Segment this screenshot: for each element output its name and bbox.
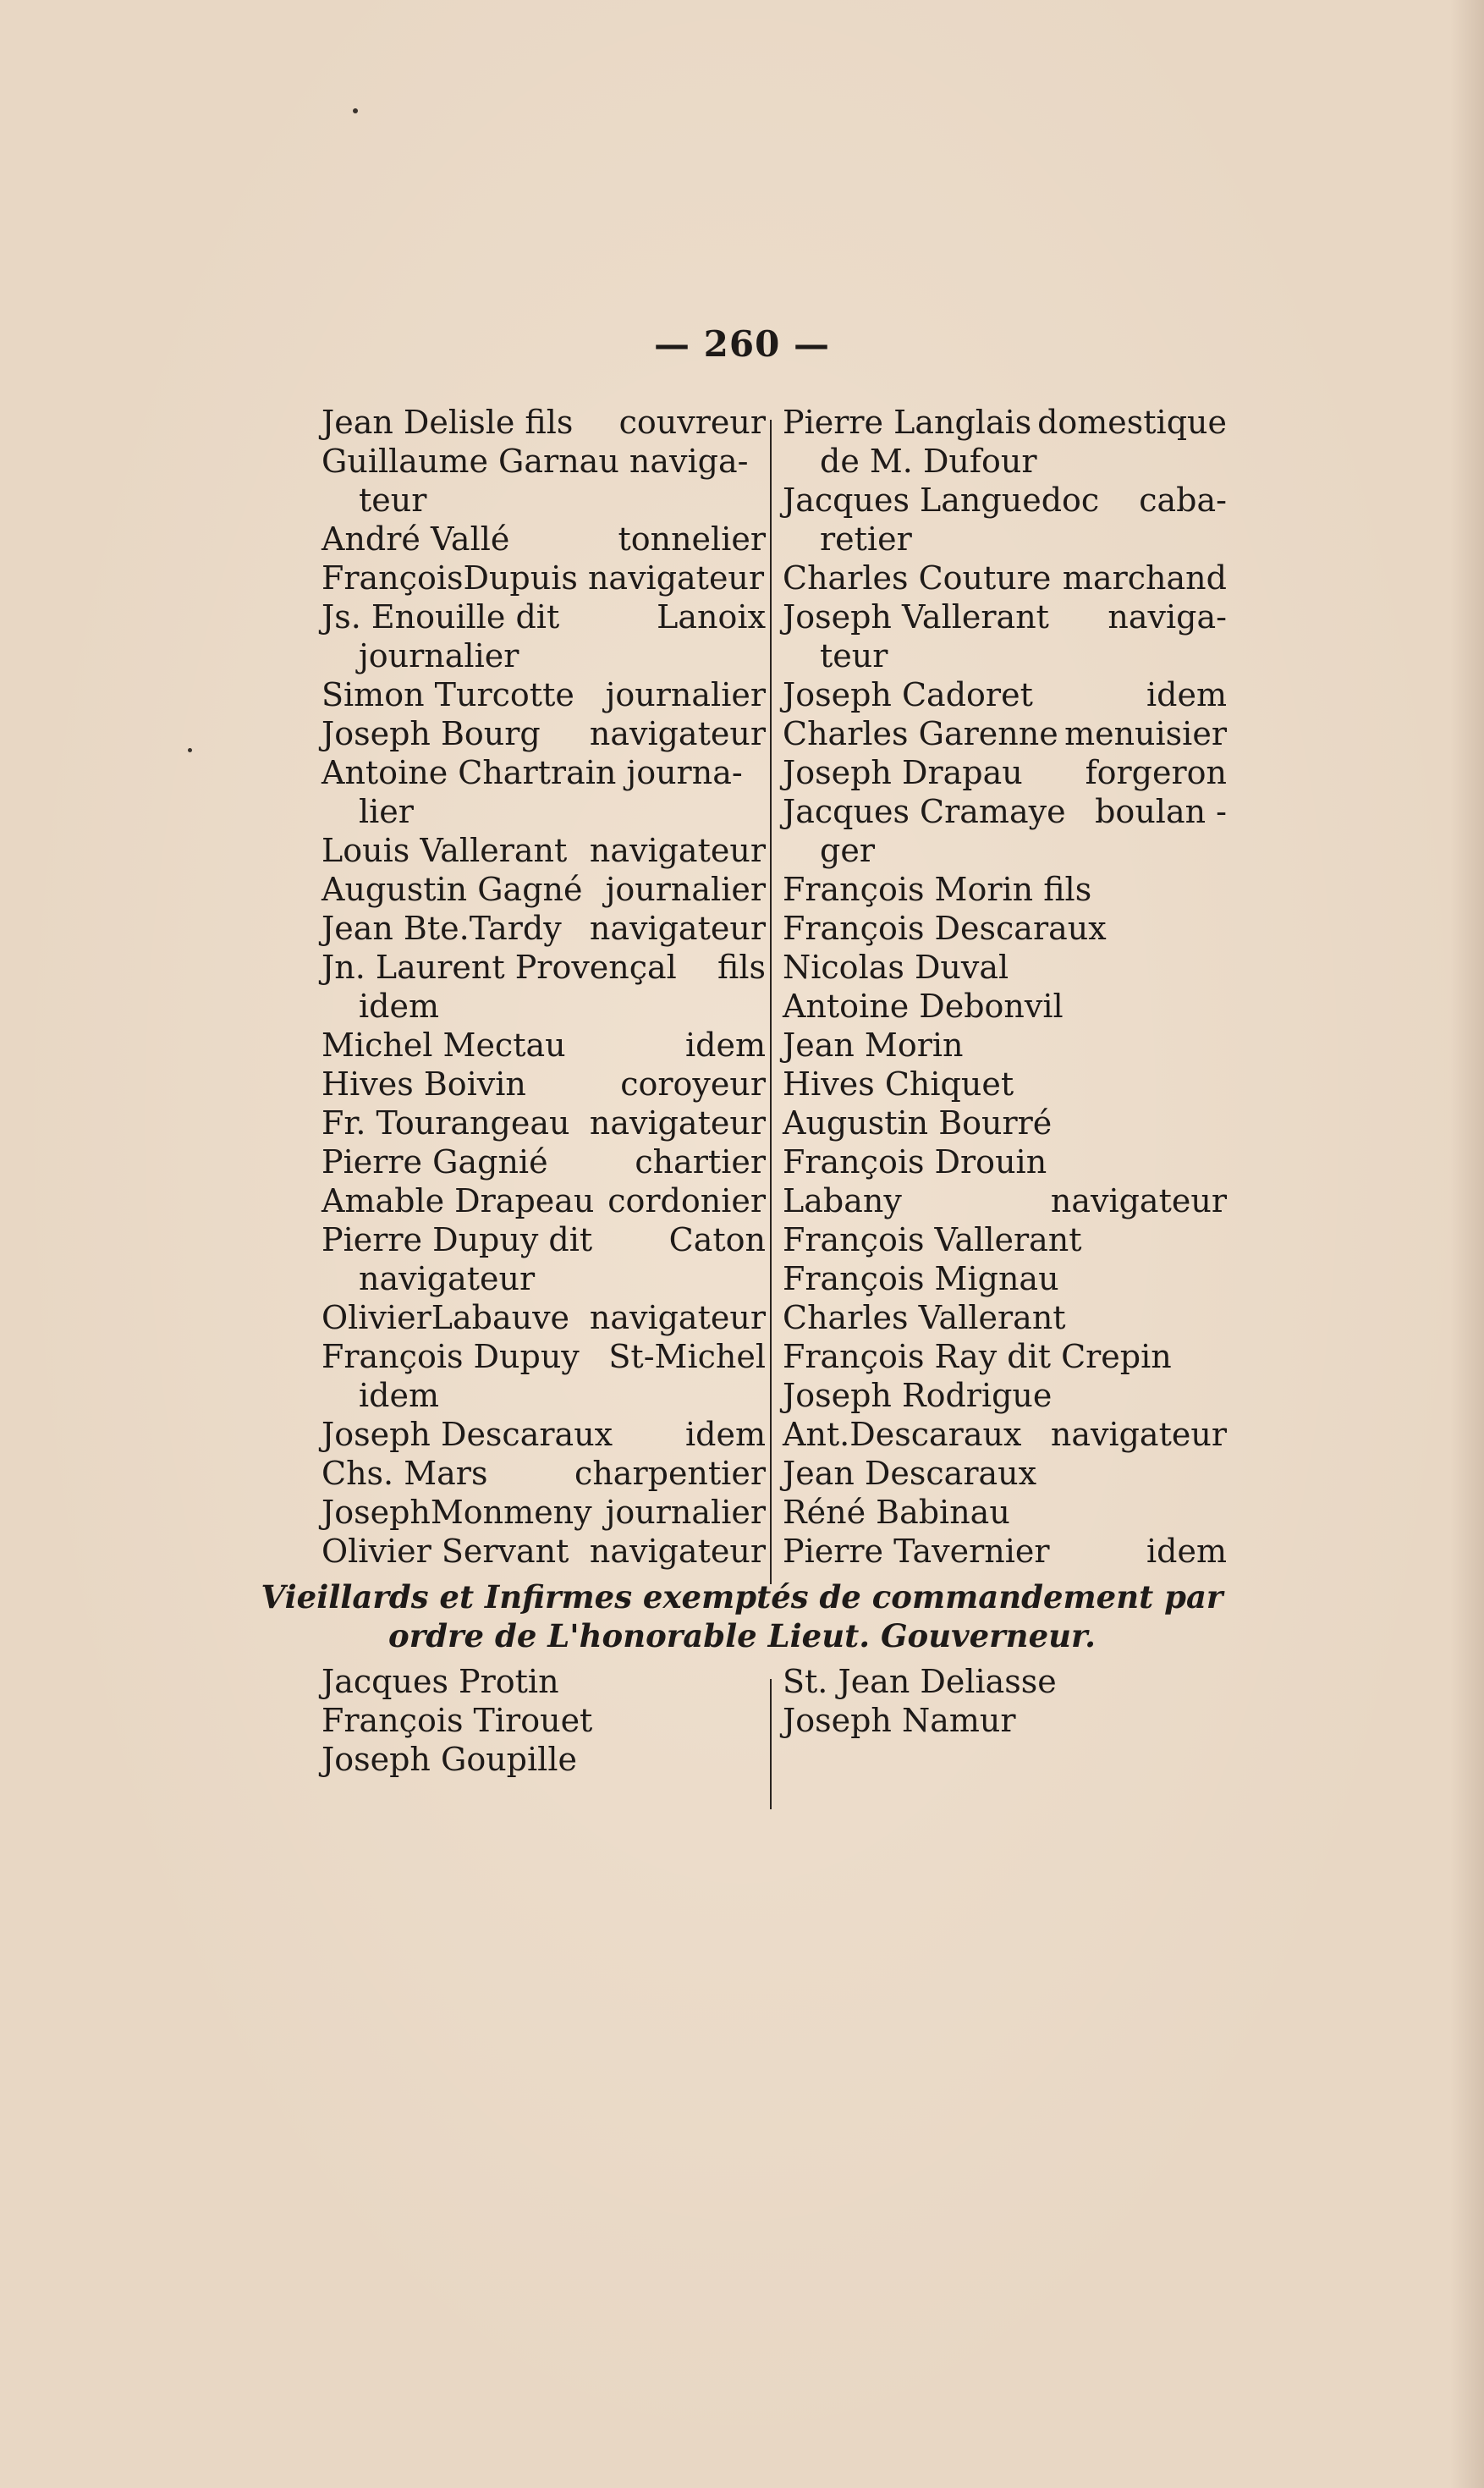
list-entry (783, 792, 1227, 831)
list-entry (783, 753, 1227, 792)
entry-name: François Dupuy (322, 1338, 580, 1375)
list-entry: de M. Dufour (820, 443, 1037, 480)
list-entry: Joseph Namur (783, 1702, 1016, 1739)
entry-occupation: tonnelier (618, 520, 766, 558)
entry-name: Amable Drapeau (322, 1182, 595, 1219)
list-entry (322, 870, 766, 909)
entry-occupation: navigateur (1050, 1182, 1227, 1219)
list-entry (783, 559, 1227, 597)
entry-occupation: cordonier (607, 1182, 766, 1219)
entry-name: André Vallé (322, 520, 510, 558)
entry-occupation: St-Michel (608, 1338, 766, 1375)
entry-name: Jn. Laurent Provençal (322, 949, 677, 986)
list-entry (322, 909, 766, 948)
list-entry (322, 1415, 766, 1454)
entry-name: Louis Vallerant (322, 832, 568, 869)
entry-occupation: idem (1146, 676, 1227, 713)
entry-name: Ant.Descaraux (783, 1416, 1022, 1453)
entry-occupation: journalier (605, 871, 766, 908)
entry-occupation: chartier (635, 1143, 766, 1181)
list-entry (322, 675, 766, 714)
list-entry (322, 1104, 766, 1142)
entry-occupation: charpentier (574, 1455, 766, 1492)
list-entry: François Vallerant (783, 1221, 1082, 1258)
list-entry (783, 714, 1227, 753)
entry-occupation: couvreur (618, 404, 766, 441)
exempted-column-divider (770, 1679, 772, 1809)
paper-speck (353, 108, 358, 113)
entry-name: Augustin Gagné (322, 871, 583, 908)
list-entry (783, 597, 1227, 636)
entry-occupation: navigateur (589, 1299, 766, 1336)
list-entry (322, 1065, 766, 1104)
section-heading-line1: Vieillards et Infirmes exemptés de commandement par (261, 1578, 1223, 1616)
entry-name: Hives Boivin (322, 1065, 526, 1103)
list-entry (322, 831, 766, 870)
list-entry: Nicolas Duval (783, 949, 1009, 986)
entry-occupation: boulan - (1095, 793, 1227, 830)
list-entry: Jean Morin (783, 1027, 964, 1064)
list-entry (322, 948, 766, 987)
entry-name: Charles Couture (783, 559, 1052, 597)
list-entry: ger (820, 832, 875, 869)
list-entry: Antoine Chartrain journa- (322, 754, 743, 791)
list-entry (322, 1298, 766, 1337)
list-entry: François Descaraux (783, 910, 1107, 947)
column-divider (770, 420, 772, 1584)
entry-name: Jean Bte.Tardy (322, 910, 562, 947)
exempted-right-column (783, 1662, 1227, 1740)
entry-occupation: navigateur (589, 832, 766, 869)
list-entry: François Mignau (783, 1260, 1059, 1297)
list-entry (322, 1181, 766, 1220)
entry-occupation: navigateur (1050, 1416, 1227, 1453)
entry-name: JosephMonmeny (322, 1494, 592, 1531)
entry-name: Chs. Mars (322, 1455, 488, 1492)
list-entry (322, 520, 766, 559)
entry-occupation: idem (1146, 1533, 1227, 1570)
entry-name: Olivier Servant (322, 1533, 569, 1570)
entry-name: Pierre Gagnié (322, 1143, 548, 1181)
entry-name: Joseph Drapau (783, 754, 1023, 791)
right-column (783, 403, 1227, 1571)
list-entry: Jean Descaraux (783, 1455, 1037, 1492)
list-entry (322, 1026, 766, 1065)
entry-occupation: idem (685, 1027, 766, 1064)
list-entry (322, 1493, 766, 1532)
list-entry (783, 1532, 1227, 1571)
entry-occupation: journalier (605, 1494, 766, 1531)
entry-name: Michel Mectau (322, 1027, 566, 1064)
section-heading (0, 1577, 1484, 1655)
list-entry: navigateur (359, 1260, 536, 1297)
entry-occupation: naviga- (1108, 598, 1227, 636)
list-entry: Antoine Debonvil (783, 988, 1064, 1025)
exempted-left-column (322, 1662, 766, 1779)
list-entry: FrançoisDupuis navigateur (322, 559, 765, 597)
page-number: — 260 — (654, 323, 830, 365)
entry-occupation: navigateur (589, 910, 766, 947)
list-entry: Joseph Goupille (322, 1741, 577, 1778)
list-entry: idem (359, 1377, 439, 1414)
list-entry: retier (820, 520, 912, 558)
list-entry: François Ray dit Crepin (783, 1338, 1172, 1375)
entry-name: Charles Garenne (783, 715, 1058, 752)
list-entry (783, 1415, 1227, 1454)
list-entry: François Tirouet (322, 1702, 593, 1739)
entry-occupation: Lanoix (657, 598, 766, 636)
entry-name: Jean Delisle fils (322, 404, 574, 441)
list-entry (783, 481, 1227, 520)
entry-name: Joseph Cadoret (783, 676, 1033, 713)
entry-occupation: domestique (1037, 404, 1227, 441)
list-entry: Jacques Protin (322, 1663, 559, 1700)
left-column (322, 403, 766, 1571)
entry-occupation: fils (717, 949, 766, 986)
list-entry: idem (359, 988, 439, 1025)
list-entry (322, 1532, 766, 1571)
entry-name: Fr. Tourangeau (322, 1104, 570, 1142)
entry-occupation: forgeron (1085, 754, 1227, 791)
list-entry: St. Jean Deliasse (783, 1663, 1057, 1700)
list-entry (783, 1181, 1227, 1220)
list-entry: Joseph Rodrigue (783, 1377, 1053, 1414)
entry-occupation: navigateur (589, 1533, 766, 1570)
entry-occupation: menuisier (1064, 715, 1227, 752)
entry-name: Joseph Bourg (322, 715, 541, 752)
list-entry (322, 1220, 766, 1259)
entry-occupation: idem (685, 1416, 766, 1453)
entry-name: Labany (783, 1182, 902, 1219)
entry-name: Pierre Dupuy dit (322, 1221, 593, 1258)
entry-name: Js. Enouille dit (322, 598, 560, 636)
list-entry (322, 1337, 766, 1376)
entry-name: OlivierLabauve (322, 1299, 570, 1336)
list-entry: Guillaume Garnau naviga- (322, 443, 749, 480)
paper-speck (188, 748, 192, 752)
list-entry: teur (359, 482, 427, 519)
list-entry (783, 675, 1227, 714)
entry-name: Jacques Cramaye (783, 793, 1066, 830)
entry-occupation: Caton (668, 1221, 766, 1258)
entry-occupation: marchand (1062, 559, 1227, 597)
list-entry: teur (820, 637, 888, 674)
section-heading-line2: ordre de L'honorable Lieut. Gouverneur. (388, 1617, 1096, 1654)
list-entry (322, 597, 766, 636)
list-entry (322, 1142, 766, 1181)
entry-occupation: coroyeur (620, 1065, 766, 1103)
page-edge-shadow (1450, 0, 1484, 2488)
list-entry (322, 403, 766, 442)
entry-name: Pierre Tavernier (783, 1533, 1050, 1570)
entry-name: Simon Turcotte (322, 676, 574, 713)
list-entry: journalier (359, 637, 519, 674)
list-entry (322, 1454, 766, 1493)
list-entry (783, 403, 1227, 442)
list-entry: François Morin fils (783, 871, 1092, 908)
entry-occupation: navigateur (589, 715, 766, 752)
list-entry: François Drouin (783, 1143, 1047, 1181)
entry-occupation: caba- (1139, 482, 1227, 519)
entry-name: Joseph Descaraux (322, 1416, 613, 1453)
list-entry: lier (359, 793, 414, 830)
list-entry: Hives Chiquet (783, 1065, 1014, 1103)
entry-occupation: journalier (605, 676, 766, 713)
entry-name: Joseph Vallerant (783, 598, 1049, 636)
list-entry: Augustin Bourré (783, 1104, 1053, 1142)
list-entry (322, 714, 766, 753)
entry-name: Jacques Languedoc (783, 482, 1100, 519)
entry-occupation: navigateur (589, 1104, 766, 1142)
entry-name: Pierre Langlais (783, 404, 1032, 441)
list-entry: Réné Babinau (783, 1494, 1010, 1531)
list-entry: Charles Vallerant (783, 1299, 1066, 1336)
